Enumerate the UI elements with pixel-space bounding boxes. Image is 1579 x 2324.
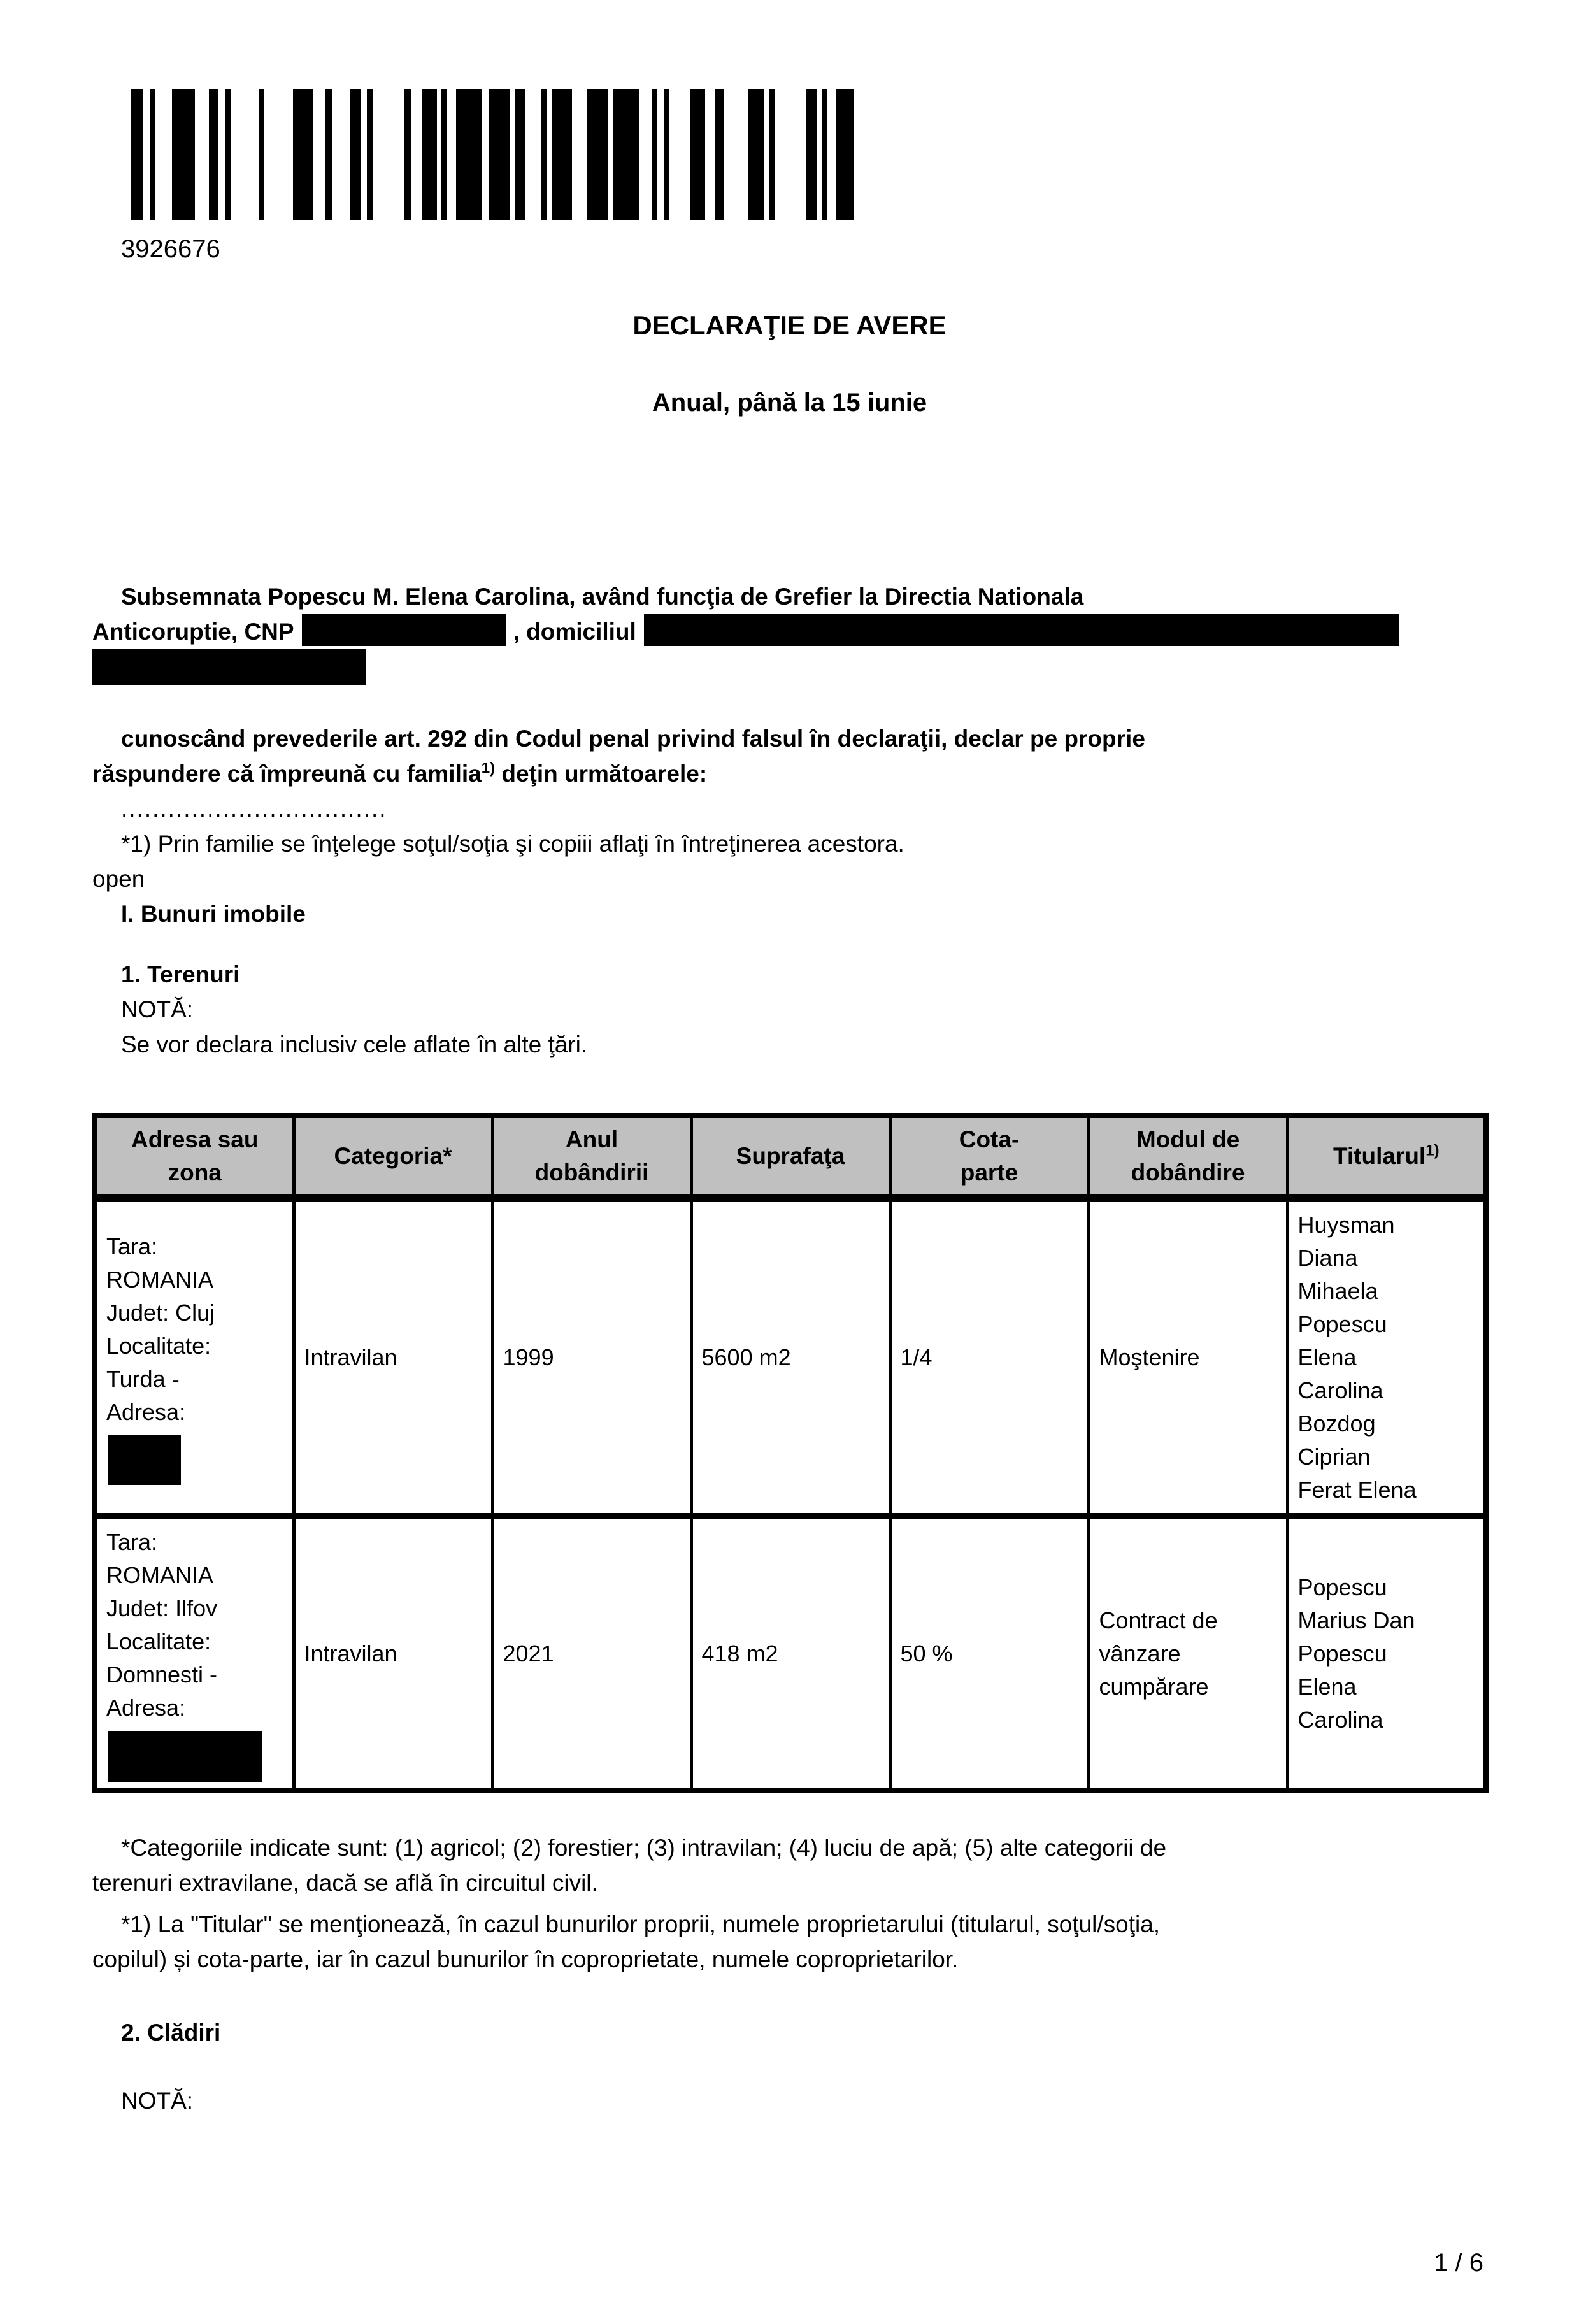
nota-label: NOTĂ:	[121, 996, 194, 1022]
table-row	[95, 1198, 1486, 1516]
subsection-terenuri-heading: 1. Terenuri	[121, 961, 240, 987]
declaration-line-2	[92, 756, 1487, 791]
intro-line-2	[92, 614, 1487, 649]
cell-adresa-text: Tara: ROMANIA Judet: Cluj Localitate: Turda - Adresa:	[106, 1233, 215, 1425]
declaration-line-1: cunoscând prevederile art. 292 din Codul penal privind falsul în declaraţii, declar pe proprie	[121, 726, 1145, 752]
declaration-paragraph	[92, 721, 1487, 1062]
header-modul: Modul de dobândire	[1089, 1115, 1287, 1198]
header-anul: Anul dobândirii	[492, 1115, 691, 1198]
cell-anul: 1999	[492, 1198, 691, 1516]
redaction-box-domiciliu	[644, 614, 1399, 646]
cell-categoria: Intravilan	[294, 1198, 492, 1516]
intro-cnp-label: Anticoruptie, CNP	[92, 619, 294, 645]
dotted-line: ..................................	[121, 796, 387, 822]
redaction-box-adresa	[108, 1435, 181, 1485]
cell-categoria: Intravilan	[294, 1516, 492, 1791]
header-cota-parte: Cota- parte	[890, 1115, 1089, 1198]
intro-line-1: Subsemnata Popescu M. Elena Carolina, având funcţia de Grefier la Directia Nationala	[121, 584, 1084, 610]
header-titularul-label: Titularul	[1333, 1143, 1426, 1169]
document-title: DECLARAŢIE DE AVERE	[632, 310, 947, 340]
barcode-number: 3926676	[121, 235, 220, 263]
nota-text: Se vor declara inclusiv cele aflate în alte ţări.	[121, 1031, 588, 1058]
intro-line-3	[92, 649, 1487, 688]
cell-adresa	[95, 1198, 294, 1516]
intro-domiciliu-label: , domiciliul	[513, 619, 636, 645]
terenuri-table-header	[95, 1115, 1486, 1198]
cell-modul: Contract de vânzare cumpărare	[1089, 1516, 1287, 1791]
declaration-line-2-suffix: deţin următoarele:	[495, 761, 708, 787]
table-row	[95, 1516, 1486, 1791]
header-adresa: Adresa sau zona	[95, 1115, 294, 1198]
nota-label-2: NOTĂ:	[121, 2088, 194, 2114]
cell-adresa-text: Tara: ROMANIA Judet: Ilfov Localitate: Domnesti - Adresa:	[106, 1529, 218, 1721]
section-1-heading: I. Bunuri imobile	[121, 901, 306, 927]
redaction-box-adresa	[108, 1731, 262, 1782]
note-titular-line-2: copilul) și cota-parte, iar în cazul bunurilor în coproprietate, numele coproprietarilor.	[92, 1946, 959, 1972]
header-categoria: Categoria*	[294, 1115, 492, 1198]
document-subtitle: Anual, până la 15 iunie	[652, 389, 927, 417]
stray-open-text: open	[92, 866, 145, 892]
cell-suprafata: 418 m2	[691, 1516, 890, 1791]
cell-anul: 2021	[492, 1516, 691, 1791]
declaration-line-2-text: răspundere că împreună cu familia	[92, 761, 482, 787]
table-notes	[92, 1830, 1487, 2118]
intro-paragraph	[92, 579, 1487, 688]
cell-modul: Moştenire	[1089, 1198, 1287, 1516]
redaction-box-domiciliu-2	[92, 649, 366, 685]
note-categories-line-1: *Categoriile indicate sunt: (1) agricol; (2) forestier; (3) intravilan; (4) luciu de apă; (5) alte categorii de	[121, 1835, 1167, 1861]
titular-footnote-marker: 1)	[1425, 1142, 1440, 1159]
cell-cota: 1/4	[890, 1198, 1089, 1516]
page-number: 1 / 6	[1434, 2249, 1483, 2277]
document-page	[0, 89, 1579, 2324]
barcode	[131, 89, 854, 220]
subsection-cladiri-heading: 2. Clădiri	[121, 2019, 221, 2046]
cell-titular: Popescu Marius Dan Popescu Elena Carolina	[1287, 1516, 1486, 1791]
family-note: *1) Prin familie se înţelege soţul/soţia şi copiii aflaţi în întreţinerea acestora.	[121, 831, 904, 857]
family-footnote-marker: 1)	[481, 759, 496, 777]
header-suprafata: Suprafaţa	[691, 1115, 890, 1198]
cell-titular: Huysman Diana Mihaela Popescu Elena Carolina Bozdog Ciprian Ferat Elena	[1287, 1198, 1486, 1516]
terenuri-table	[92, 1113, 1489, 1793]
redaction-box-cnp	[302, 614, 506, 646]
note-categories-line-2: terenuri extravilane, dacă se află în circuitul civil.	[92, 1870, 598, 1896]
header-titularul	[1287, 1115, 1486, 1198]
cell-cota: 50 %	[890, 1516, 1089, 1791]
note-titular-line-1: *1) La "Titular" se menţionează, în cazul bunurilor proprii, numele proprietarului (titularul, soţul/soţia,	[121, 1911, 1161, 1937]
cell-adresa	[95, 1516, 294, 1791]
cell-suprafata: 5600 m2	[691, 1198, 890, 1516]
